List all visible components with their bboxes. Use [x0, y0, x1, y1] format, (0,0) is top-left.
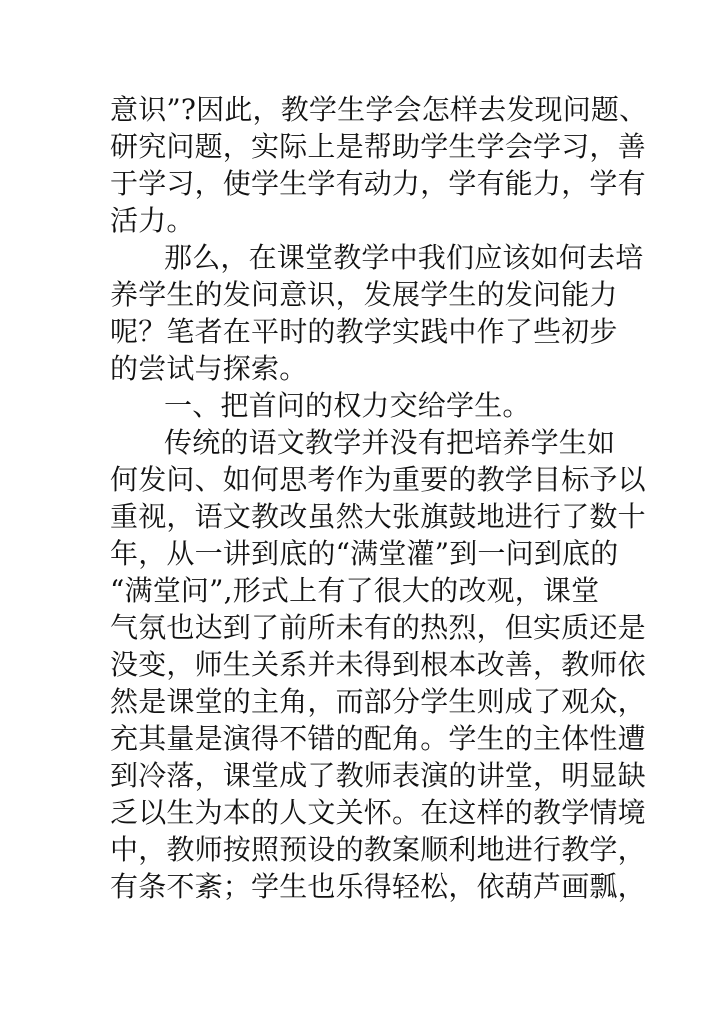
paragraph-3-line-5: “满堂问”,形式上有了很大的改观，课堂: [110, 574, 600, 607]
paragraph-3-line-11: 乏以生为本的人文关怀。在这样的教学情境: [110, 796, 646, 829]
paragraph-1-line-1: 意识”?因此，教学生学会怎样去发现问题、: [110, 93, 648, 126]
paragraph-3-line-8: 然是课堂的主角，而部分学生则成了观众，: [110, 685, 646, 718]
paragraph-3-line-13: 有条不紊；学生也乐得轻松，依葫芦画瓢，: [110, 870, 646, 903]
paragraph-3-line-7: 没变，师生关系并未得到根本改善，教师依: [110, 648, 646, 681]
paragraph-2-line-1: 那么，在课堂教学中我们应该如何去培: [164, 241, 644, 274]
paragraph-1-line-4: 活力。: [110, 204, 195, 237]
paragraph-3-line-10: 到冷落，课堂成了教师表演的讲堂，明显缺: [110, 759, 646, 792]
section-heading-1: 一、把首问的权力交给学生。: [164, 389, 531, 422]
paragraph-3-line-3: 重视，语文教改虽然大张旗鼓地进行了数十: [110, 500, 646, 533]
paragraph-2-line-3: 呢？笔者在平时的教学实践中作了些初步: [110, 315, 618, 348]
paragraph-3-line-1: 传统的语文教学并没有把培养学生如: [164, 426, 616, 459]
paragraph-2-line-4: 的尝试与探索。: [110, 352, 308, 385]
paragraph-3-line-12: 中，教师按照预设的教案顺利地进行教学，: [110, 833, 646, 866]
paragraph-3-line-9: 充其量是演得不错的配角。学生的主体性遭: [110, 722, 646, 755]
paragraph-2-line-2: 养学生的发问意识，发展学生的发问能力: [110, 278, 618, 311]
paragraph-3-line-4: 年，从一讲到底的“满堂灌”到一问到底的: [110, 537, 619, 570]
paragraph-3-line-6: 气氛也达到了前所未有的热烈，但实质还是: [110, 611, 646, 644]
paragraph-1-line-3: 于学习，使学生学有动力，学有能力，学有: [110, 167, 646, 200]
paragraph-3-line-2: 何发问、如何思考作为重要的教学目标予以: [110, 463, 646, 496]
paragraph-1-line-2: 研究问题，实际上是帮助学生学会学习，善: [110, 130, 646, 163]
